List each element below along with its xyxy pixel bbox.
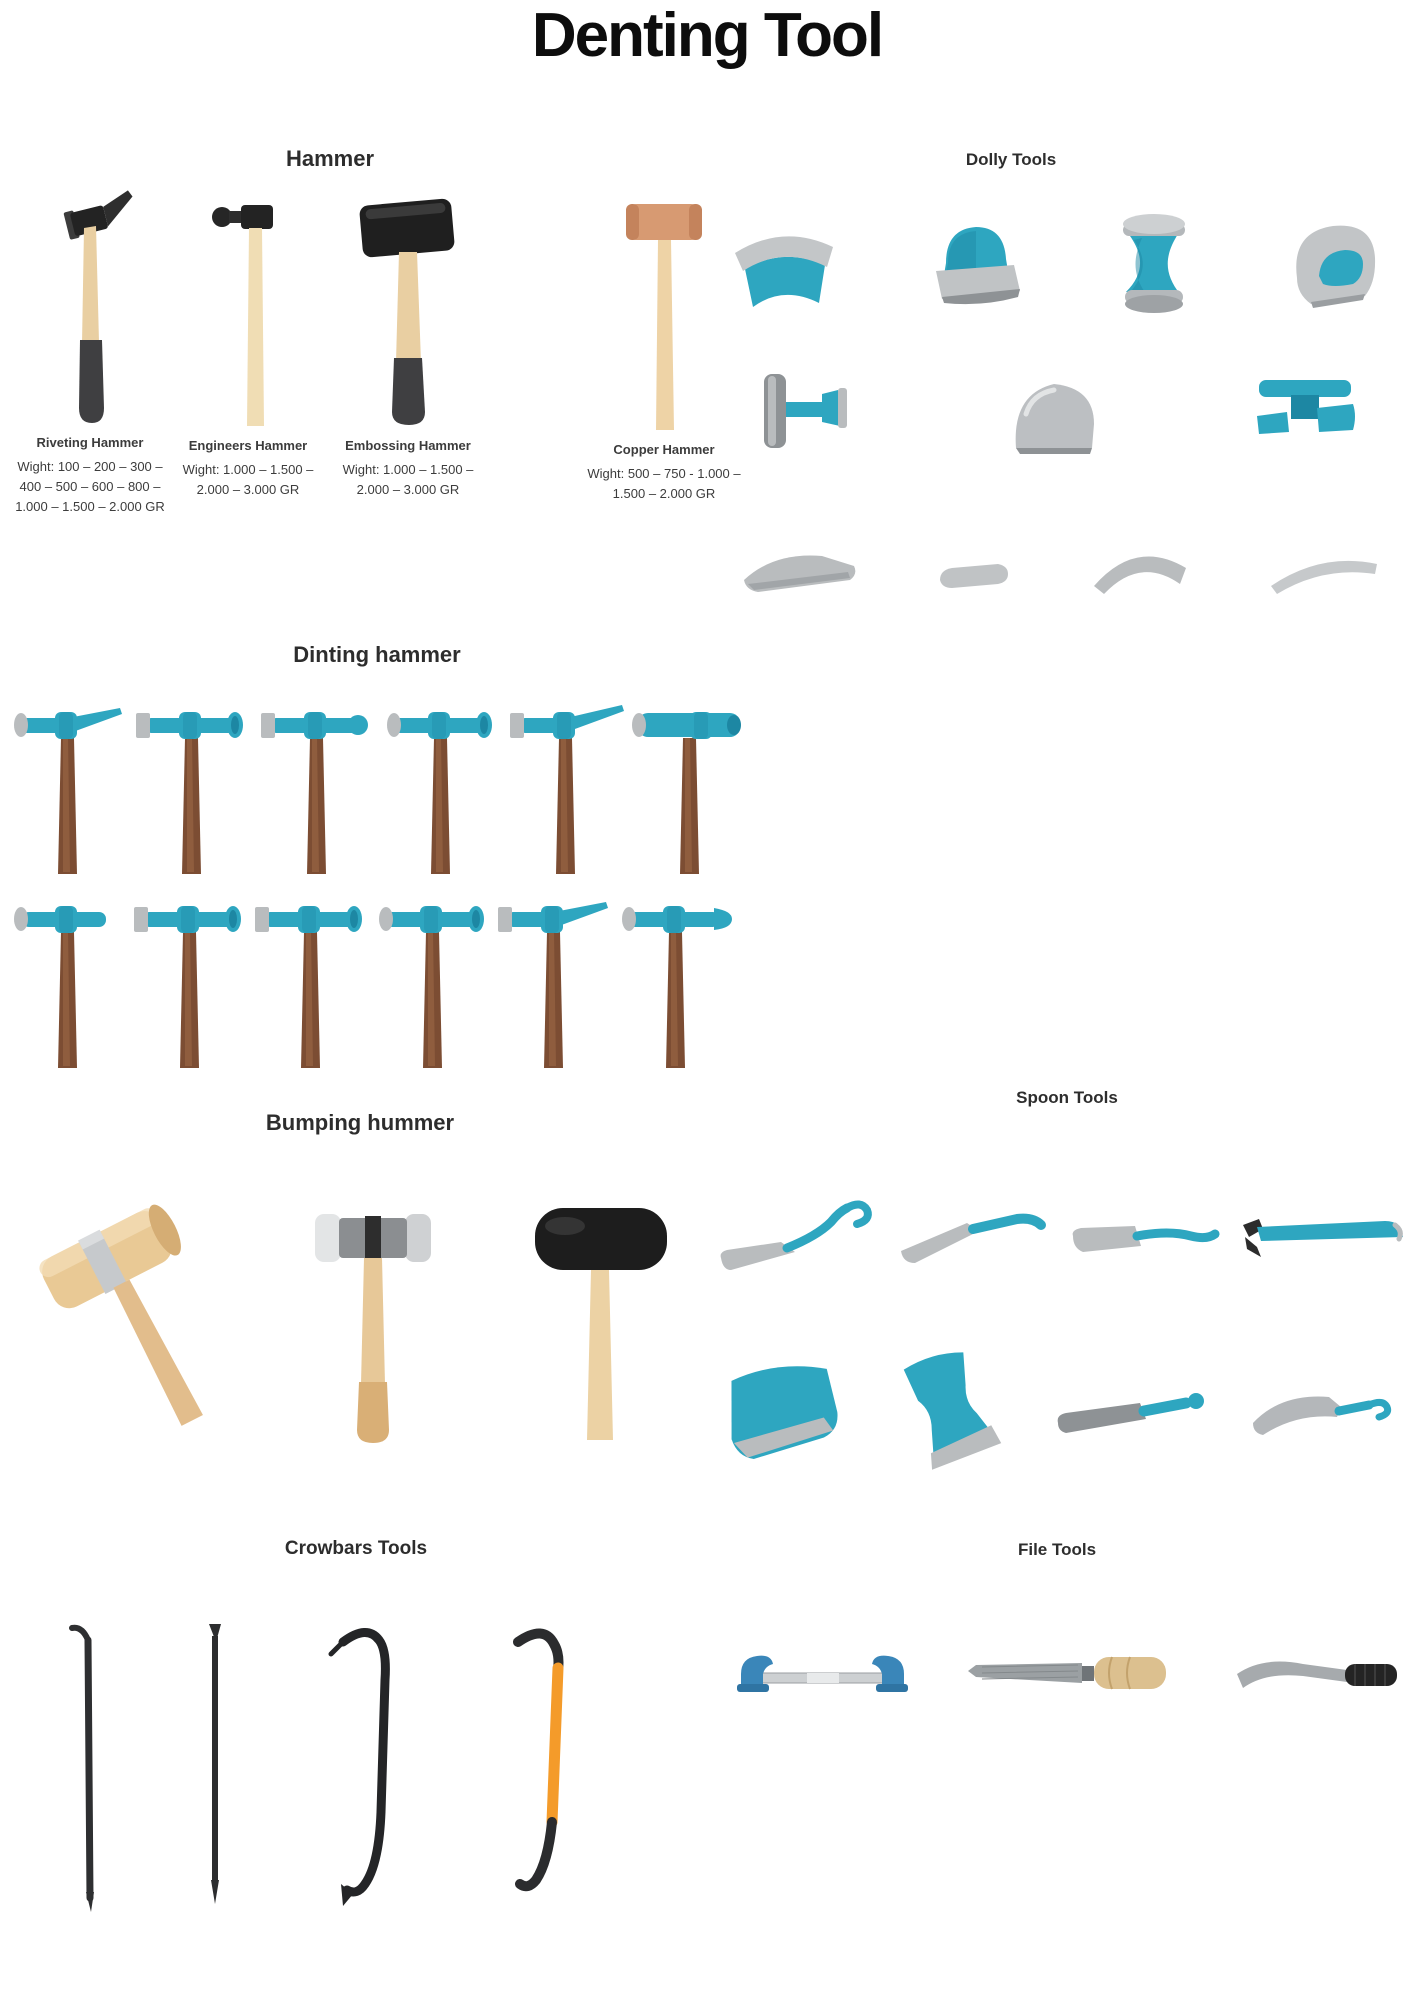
tool-item <box>525 1188 680 1446</box>
dinting-hammer-row-1 <box>8 694 750 876</box>
section-heading-spoon: Spoon Tools <box>1016 1088 1118 1107</box>
flat-dolly-icon <box>738 544 863 596</box>
dinting-hammer-icon <box>381 694 501 876</box>
rail-dolly-icon <box>1247 368 1365 446</box>
tool-item <box>321 1616 409 1914</box>
dome-dolly-icon <box>1002 368 1104 460</box>
tool-item <box>962 1643 1177 1701</box>
tool-item <box>895 1201 1055 1275</box>
flexible-file-icon <box>1229 1644 1407 1700</box>
dinting-hammer-icon <box>506 694 626 876</box>
flat-spoon-icon <box>1235 1207 1410 1269</box>
page-title: Denting Tool <box>531 1 883 70</box>
wedge-spoon-icon <box>715 1358 845 1466</box>
tool-item <box>1229 1644 1407 1700</box>
section-heading-files: File Tools <box>1017 1540 1097 1559</box>
dinting-hammer-icon <box>8 888 128 1070</box>
dinting-hammer-icon <box>373 888 493 1070</box>
tool-item <box>257 694 377 876</box>
copper-hammer-icon <box>614 190 714 432</box>
wood-mallet-icon <box>25 1188 220 1446</box>
tool-item <box>1110 212 1198 314</box>
flat-file-icon <box>962 1643 1177 1701</box>
dinting-hammer-icon <box>132 694 252 876</box>
tool-item <box>735 1640 910 1704</box>
riveting-hammer-icon <box>42 190 138 425</box>
comma-dolly-icon <box>1277 216 1385 314</box>
tool-item <box>62 1616 110 1914</box>
tool-item <box>494 888 614 1070</box>
tool-label: Riveting Hammer <box>36 435 144 450</box>
tool-item <box>715 1358 845 1466</box>
tool-item <box>934 554 1014 596</box>
bumping-hammer-row <box>25 1188 680 1446</box>
tool-weight: Wight: 100 – 200 – 300 – 400 – 500 – 600 – 800 – 1.000 – 1.500 – 2.000 GR <box>15 459 165 515</box>
straight-crowbar-icon <box>62 1616 110 1914</box>
dinting-hammer-icon <box>616 888 736 1070</box>
tool-item <box>738 544 863 596</box>
file-holder-icon <box>735 1640 910 1704</box>
dinting-hammer-icon <box>8 694 128 876</box>
tool-weight: Wight: 1.000 – 1.500 – 2.000 – 3.000 GR <box>342 462 474 498</box>
dolly-row-2 <box>740 368 1365 460</box>
embossing-hammer-icon <box>347 190 469 428</box>
section-heading-hammer: Hammer <box>285 146 375 171</box>
tool-item <box>8 694 128 876</box>
tool-item <box>630 694 750 876</box>
fiber-mallet-icon <box>303 1188 443 1446</box>
tool-label: Embossing Hammer <box>345 438 471 453</box>
tool-item <box>584 190 744 504</box>
tool-item <box>251 888 371 1070</box>
tool-item <box>1065 1206 1225 1270</box>
dolly-row-1 <box>725 212 1385 314</box>
tool-item <box>1235 1207 1410 1269</box>
hammer-row <box>10 190 790 540</box>
tool-item <box>725 219 843 314</box>
section-heading-dinting: Dinting hammer <box>293 642 461 667</box>
tool-item <box>130 888 250 1070</box>
dinting-hammer-icon <box>130 888 250 1070</box>
tool-item <box>1247 368 1365 446</box>
section-heading-crowbars: Crowbars Tools <box>284 1538 428 1559</box>
dinting-hammer-icon <box>257 694 377 876</box>
tool-item <box>1245 1377 1410 1447</box>
tool-item <box>740 368 858 454</box>
spoon-dolly-icon <box>934 554 1014 596</box>
tool-item <box>506 694 626 876</box>
section-heading-dolly: Dolly Tools <box>965 150 1057 169</box>
tool-item <box>10 190 170 517</box>
wide-spoon-icon <box>873 1352 1023 1472</box>
tool-item <box>616 888 736 1070</box>
rocker-dolly-icon <box>1086 534 1194 596</box>
tool-weight: Wight: 500 – 750 - 1.000 – 1.500 – 2.000 GR <box>587 466 741 502</box>
gooseneck-crowbar-icon <box>321 1616 409 1914</box>
handle-spoon-icon <box>1052 1381 1217 1443</box>
tool-item <box>715 1196 885 1280</box>
tool-item <box>1086 534 1194 596</box>
section-heading-bumping: Bumping hummer <box>265 1110 455 1135</box>
tool-item <box>1002 368 1104 460</box>
tool-label: Copper Hammer <box>613 442 715 457</box>
tool-item <box>494 1616 582 1914</box>
pick-spoon-icon <box>715 1196 885 1280</box>
spoon-row-1 <box>715 1196 1410 1280</box>
dinting-hammer-icon <box>494 888 614 1070</box>
tool-item <box>195 1616 235 1914</box>
spool-dolly-icon <box>1110 212 1198 314</box>
dinting-hammer-row-2 <box>8 888 736 1070</box>
dinting-hammer-icon <box>630 694 750 876</box>
tool-item <box>1052 1381 1217 1443</box>
crowbars-row <box>62 1616 582 1914</box>
tool-item <box>328 190 488 500</box>
files-row <box>735 1640 1407 1704</box>
tool-item <box>381 694 501 876</box>
spoon-row-2 <box>715 1352 1410 1472</box>
dinting-hammer-icon <box>251 888 371 1070</box>
heel-dolly-icon <box>922 219 1030 314</box>
dolly-row-3 <box>738 534 1383 596</box>
angled-spoon-icon <box>895 1201 1055 1275</box>
engineers-hammer-icon <box>205 190 291 428</box>
rubber-mallet-icon <box>525 1188 680 1446</box>
tool-item <box>168 190 328 500</box>
tool-item <box>922 219 1030 314</box>
tool-item <box>1277 216 1385 314</box>
blade-dolly-icon <box>1265 548 1383 596</box>
tool-item <box>873 1352 1023 1472</box>
tool-label: Engineers Hammer <box>188 438 308 453</box>
tool-item <box>1265 548 1383 596</box>
tool-item <box>25 1188 220 1446</box>
tool-item <box>373 888 493 1070</box>
tool-item <box>8 888 128 1070</box>
slapping-spoon-icon <box>1065 1206 1225 1270</box>
tool-item <box>132 694 252 876</box>
orange-crowbar-icon <box>494 1616 582 1908</box>
curved-dolly-icon <box>725 219 843 314</box>
tool-item <box>303 1188 443 1446</box>
curved-spoon-icon <box>1245 1377 1410 1447</box>
pointed-crowbar-icon <box>195 1616 235 1908</box>
toe-dolly-icon <box>740 368 858 454</box>
tool-weight: Wight: 1.000 – 1.500 – 2.000 – 3.000 GR <box>182 462 314 498</box>
